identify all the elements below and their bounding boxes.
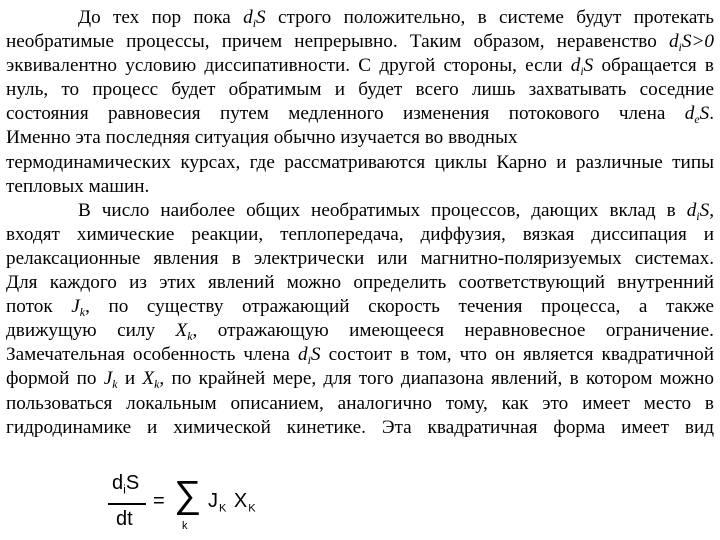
- document-body: [6, 6, 714, 440]
- text-run: гидродинамике и химической кинетике. Эта квадратичная форма имеет вид: [6, 416, 714, 438]
- sum-index: k: [182, 520, 188, 532]
- text-line: [6, 6, 714, 30]
- italic-symbol: S: [583, 55, 594, 77]
- text-run: До тех пор пока: [78, 7, 244, 28]
- text-run: , по крайней мере, для того диапазона явлений, в котором можно: [159, 368, 714, 390]
- subscript: i: [252, 16, 257, 31]
- text-run: обращается в: [593, 55, 714, 77]
- text-line: [6, 223, 714, 247]
- italic-symbol: S: [310, 344, 321, 366]
- text-line: [6, 126, 714, 150]
- subscript: k: [187, 329, 193, 344]
- force-symbol: X: [233, 490, 249, 512]
- subscript: i: [696, 208, 700, 223]
- text-line: [6, 392, 714, 416]
- text-line: [6, 151, 714, 175]
- text-line: [6, 319, 714, 343]
- text-run: формой по: [6, 368, 104, 390]
- text-run: эквивалентно условию диссипативности. С другой стороны, если: [6, 55, 571, 77]
- italic-symbol: S: [699, 103, 710, 125]
- text-run: строго положительно, в системе будут протекать: [265, 7, 715, 28]
- formula-s: S: [125, 472, 140, 494]
- text-run: , по существу отражающий скорость течения процесса, а также: [85, 296, 714, 318]
- text-run: входят химические реакции, теплопередача, диффузия, вязкая диссипация и: [6, 223, 714, 245]
- text-run: состоит в том, что он является квадратичной: [320, 344, 715, 366]
- text-run: термодинамических курсах, где рассматриваются циклы Карно и различные типы: [6, 151, 714, 173]
- formula-num-sub: i: [123, 482, 126, 497]
- formula-d: d: [112, 472, 124, 494]
- subscript: k: [79, 305, 86, 320]
- italic-symbol: d: [668, 31, 679, 53]
- flux-sub: K: [219, 502, 228, 515]
- formula-rhs: [208, 490, 257, 513]
- subscript: e: [694, 112, 700, 127]
- text-run: и: [117, 368, 143, 390]
- italic-symbol: S: [256, 7, 266, 28]
- italic-symbol: S,: [699, 199, 714, 221]
- subscript: k: [154, 377, 160, 392]
- text-line: [6, 78, 714, 102]
- italic-symbol: d: [686, 199, 697, 221]
- fraction-bar: [108, 503, 146, 505]
- subscript: i: [580, 64, 584, 79]
- text-line: [6, 367, 714, 391]
- flux-symbol: J: [208, 490, 219, 512]
- text-run: .: [709, 103, 714, 125]
- force-sub: K: [248, 502, 257, 515]
- text-run: тепловых машин.: [6, 175, 150, 197]
- italic-symbol: d: [570, 55, 581, 77]
- sum-sign: ∑: [174, 474, 202, 516]
- subscript: k: [112, 377, 118, 392]
- text-run: необратимые процессы, причем непрерывно. Таким образом, неравенство: [6, 31, 669, 53]
- text-line: [6, 271, 714, 295]
- text-run: пользоваться локальным описанием, аналогично тому, как это имеет место в: [6, 392, 714, 414]
- italic-symbol: X: [142, 368, 155, 390]
- equals-sign: =: [153, 490, 165, 512]
- text-run: В число наиболее общих необратимых процессов, дающих вклад в: [78, 199, 687, 221]
- text-line: [6, 343, 714, 367]
- text-run: состояния равновесия путем медленного изменения потокового члена: [6, 103, 685, 125]
- text-line: [6, 30, 714, 54]
- subscript: i: [307, 353, 311, 368]
- italic-symbol: J: [103, 368, 113, 390]
- entropy-production-formula: [108, 470, 268, 536]
- text-run: Замечательная особенность члена: [6, 344, 299, 366]
- italic-symbol: J: [71, 296, 80, 318]
- text-line: [6, 54, 714, 78]
- text-run: Для каждого из этих явлений можно определить соответствующий внутренний: [6, 272, 714, 294]
- italic-symbol: X: [175, 320, 188, 342]
- formula-denominator: dt: [116, 508, 133, 530]
- text-run: , отражающую имеющееся неравновесное ограничение.: [192, 320, 714, 342]
- text-run: движущую силу: [6, 320, 176, 342]
- text-line: [6, 295, 714, 319]
- italic-symbol: d: [243, 7, 253, 28]
- text-line: [6, 199, 714, 223]
- text-line: [6, 175, 714, 199]
- italic-symbol: S>0: [681, 31, 714, 53]
- formula-numerator: [112, 472, 139, 495]
- text-run: поток: [6, 296, 72, 318]
- text-line: [6, 102, 714, 126]
- text-run: релаксационные явления в электрически или магнитно-поляризуемых системах.: [6, 247, 714, 269]
- italic-symbol: d: [684, 103, 695, 125]
- text-run: нуль, то процесс будет обратимым и будет всего лишь захватывать соседние: [6, 79, 714, 101]
- subscript: i: [678, 40, 682, 55]
- text-line: [6, 416, 714, 440]
- text-line: [6, 247, 714, 271]
- text-run: Именно эта последняя ситуация обычно изучается во вводных: [6, 127, 518, 149]
- italic-symbol: d: [298, 344, 308, 366]
